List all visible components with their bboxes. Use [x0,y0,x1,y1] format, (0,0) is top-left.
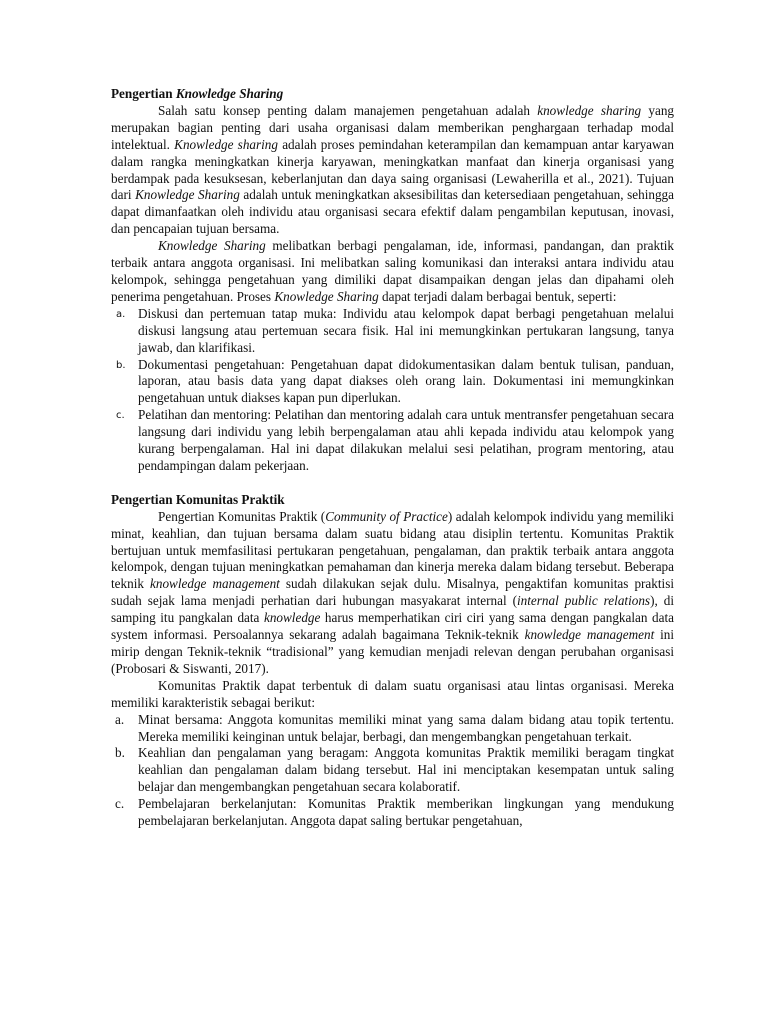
italic-text-run: Knowledge Sharing [158,238,266,254]
list-item [111,745,674,796]
italic-text-run: knowledge management [524,627,655,643]
list-item-text: Diskusi dan pertemuan tatap muka: Individu atau kelompok dapat berbagi pengetahuan melalui diskusi langsung atau pertemuan secara fisik. Hal ini memungkinkan pertukaran langsung, tanya jawab, dan klarifikasi. [138,305,674,355]
text-run: ), di samping itu pangkalan data [111,593,674,626]
list-item-text: Pelatihan dan mentoring: Pelatihan dan mentoring adalah cara untuk mentransfer pengetahuan secara langsung dari individu yang lebih berpengalaman atau ahli kepada individu atau kelompok yang kurang berpengalaman. Hal ini dapat dilakukan melalui sesi pelatihan, program mentoring, atau pendampingan dalam pekerjaan. [138,407,674,473]
list-item [111,796,674,830]
list-marker: a. [116,308,126,320]
list-marker: a. [115,711,125,727]
text-run: melibatkan berbagi pengalaman, ide, informasi, pandangan, dan praktik terbaik antara anggota organisasi. Ini melibatkan saling komunikasi dan interaksi antara individu atau kelompok, sehingga pengetahuan yang dimiliki dapat disampaikan dengan jelas dan dipahami oleh penerima pengetahuan. Proses [111,238,674,304]
list-item [111,712,674,746]
spacer [111,475,674,492]
paragraph [111,509,674,678]
text-run: ini mirip dengan Teknik-teknik “tradisional” yang kemudian menjadi relevan dengan perubahan organisasi (Probosari & Siswanti, 2017). [111,627,674,676]
text-run: harus memperhatikan ciri ciri yang sama dengan pangkalan data system informasi. Persoalannya sekarang adalah bagaimana Teknik-teknik [111,610,674,643]
text-run: yang merupakan bagian penting dari usaha organisasi dalam memberikan penghargaan terhadap modal intelektual. [111,102,675,152]
text-run: dapat terjadi dalam berbagai bentuk, seperti: [378,288,617,304]
document-page [111,86,674,830]
paragraph [111,678,674,712]
section-title-komunitas-praktik: Pengertian Komunitas Praktik [111,491,285,507]
list-marker: c. [116,410,125,422]
community-characteristics-list [111,712,674,830]
text-run: ) adalah kelompok individu yang memiliki minat, keahlian, dan tujuan bersama dalam suatu bidang atau disiplin tertentu. Komunitas Praktik bertujuan untuk memfasilitasi pertukaran pengetahuan, pengalaman, dan praktik terbaik antara anggota kelompok, dengan tujuan meningkatkan pemahaman dan kinerja mereka dalam bidang tersebut. Beberapa teknik [111,508,675,592]
text-run: Pengertian Komunitas Praktik ( [158,508,326,524]
paragraph [111,238,674,306]
list-item-text: Dokumentasi pengetahuan: Pengetahuan dapat didokumentasikan dalam bentuk tulisan, panduan, laporan, atau basis data yang dapat diakses oleh orang lain. Dokumentasi ini memungkinkan pengetahuan untuk diakses kapan pun diperlukan. [138,356,674,406]
list-marker: b. [115,745,125,761]
italic-text-run: knowledge sharing [537,102,642,118]
italic-text-run: Knowledge Sharing [274,288,379,304]
text-run: adalah proses pemindahan keterampilan dan kemampuan antar karyawan dalam rangka meningkatkan kinerja karyawan, meningkatkan manfaat dan kinerja organisasi yang berdampak pada kesuksesan, keberlanjutan dan daya saing organisasi (Lewaherilla et al., 2021). Tujuan dari [111,136,675,203]
italic-text-run: knowledge [263,610,321,626]
section-title-knowledge-sharing: Pengertian Knowledge Sharing [111,86,284,101]
text-run: sudah dilakukan sejak dulu. Misalnya, pengaktifan komunitas praktisi sudah sejak lama menjadi perhatian dari hubungan masyakarat internal ( [111,576,675,609]
list-marker: b. [116,359,126,371]
text-run: adalah untuk meningkatkan aksesibilitas dan ketersediaan pengetahuan, sehingga dapat dimanfaatkan oleh individu atau organisasi secara efektif dalam pengambilan keputusan, inovasi, dan pencapaian tujuan bersama. [111,187,674,237]
list-item-text: Pembelajaran berkelanjutan: Komunitas Praktik memberikan lingkungan yang mendukung pembelajaran berkelanjutan. Anggota dapat saling bertukar pengetahuan, [138,796,674,829]
knowledge-sharing-forms-list [111,306,674,475]
italic-text-run: Community of Practice [325,508,448,524]
list-item [111,357,674,408]
list-marker: c. [115,796,125,812]
list-item [111,407,674,475]
list-item [111,306,674,357]
paragraph [111,103,674,238]
italic-text-run: Knowledge sharing [174,136,278,152]
text-run: Salah satu konsep penting dalam manajemen pengetahuan adalah [158,102,538,118]
italic-text-run: knowledge management [150,576,280,592]
list-item-text: Keahlian dan pengalaman yang beragam: Anggota komunitas Praktik memiliki beragam tingkat keahlian dan pengalaman dalam bidang tersebut. Hal ini menciptakan kesempatan untuk saling belajar dan mengembangkan pengetahuan secara kolaboratif. [138,745,674,795]
italic-text-run: internal public relations [517,593,651,609]
list-item-text: Minat bersama: Anggota komunitas memiliki minat yang sama dalam bidang atau topik tertentu. Mereka memiliki keinginan untuk belajar, berbagi, dan mengembangkan pengetahuan terkait. [138,711,674,744]
italic-text-run: Knowledge Sharing [135,187,240,203]
text-run: Komunitas Praktik dapat terbentuk di dalam suatu organisasi atau lintas organisasi. Mereka memiliki karakteristik sebagai berikut: [111,677,674,710]
